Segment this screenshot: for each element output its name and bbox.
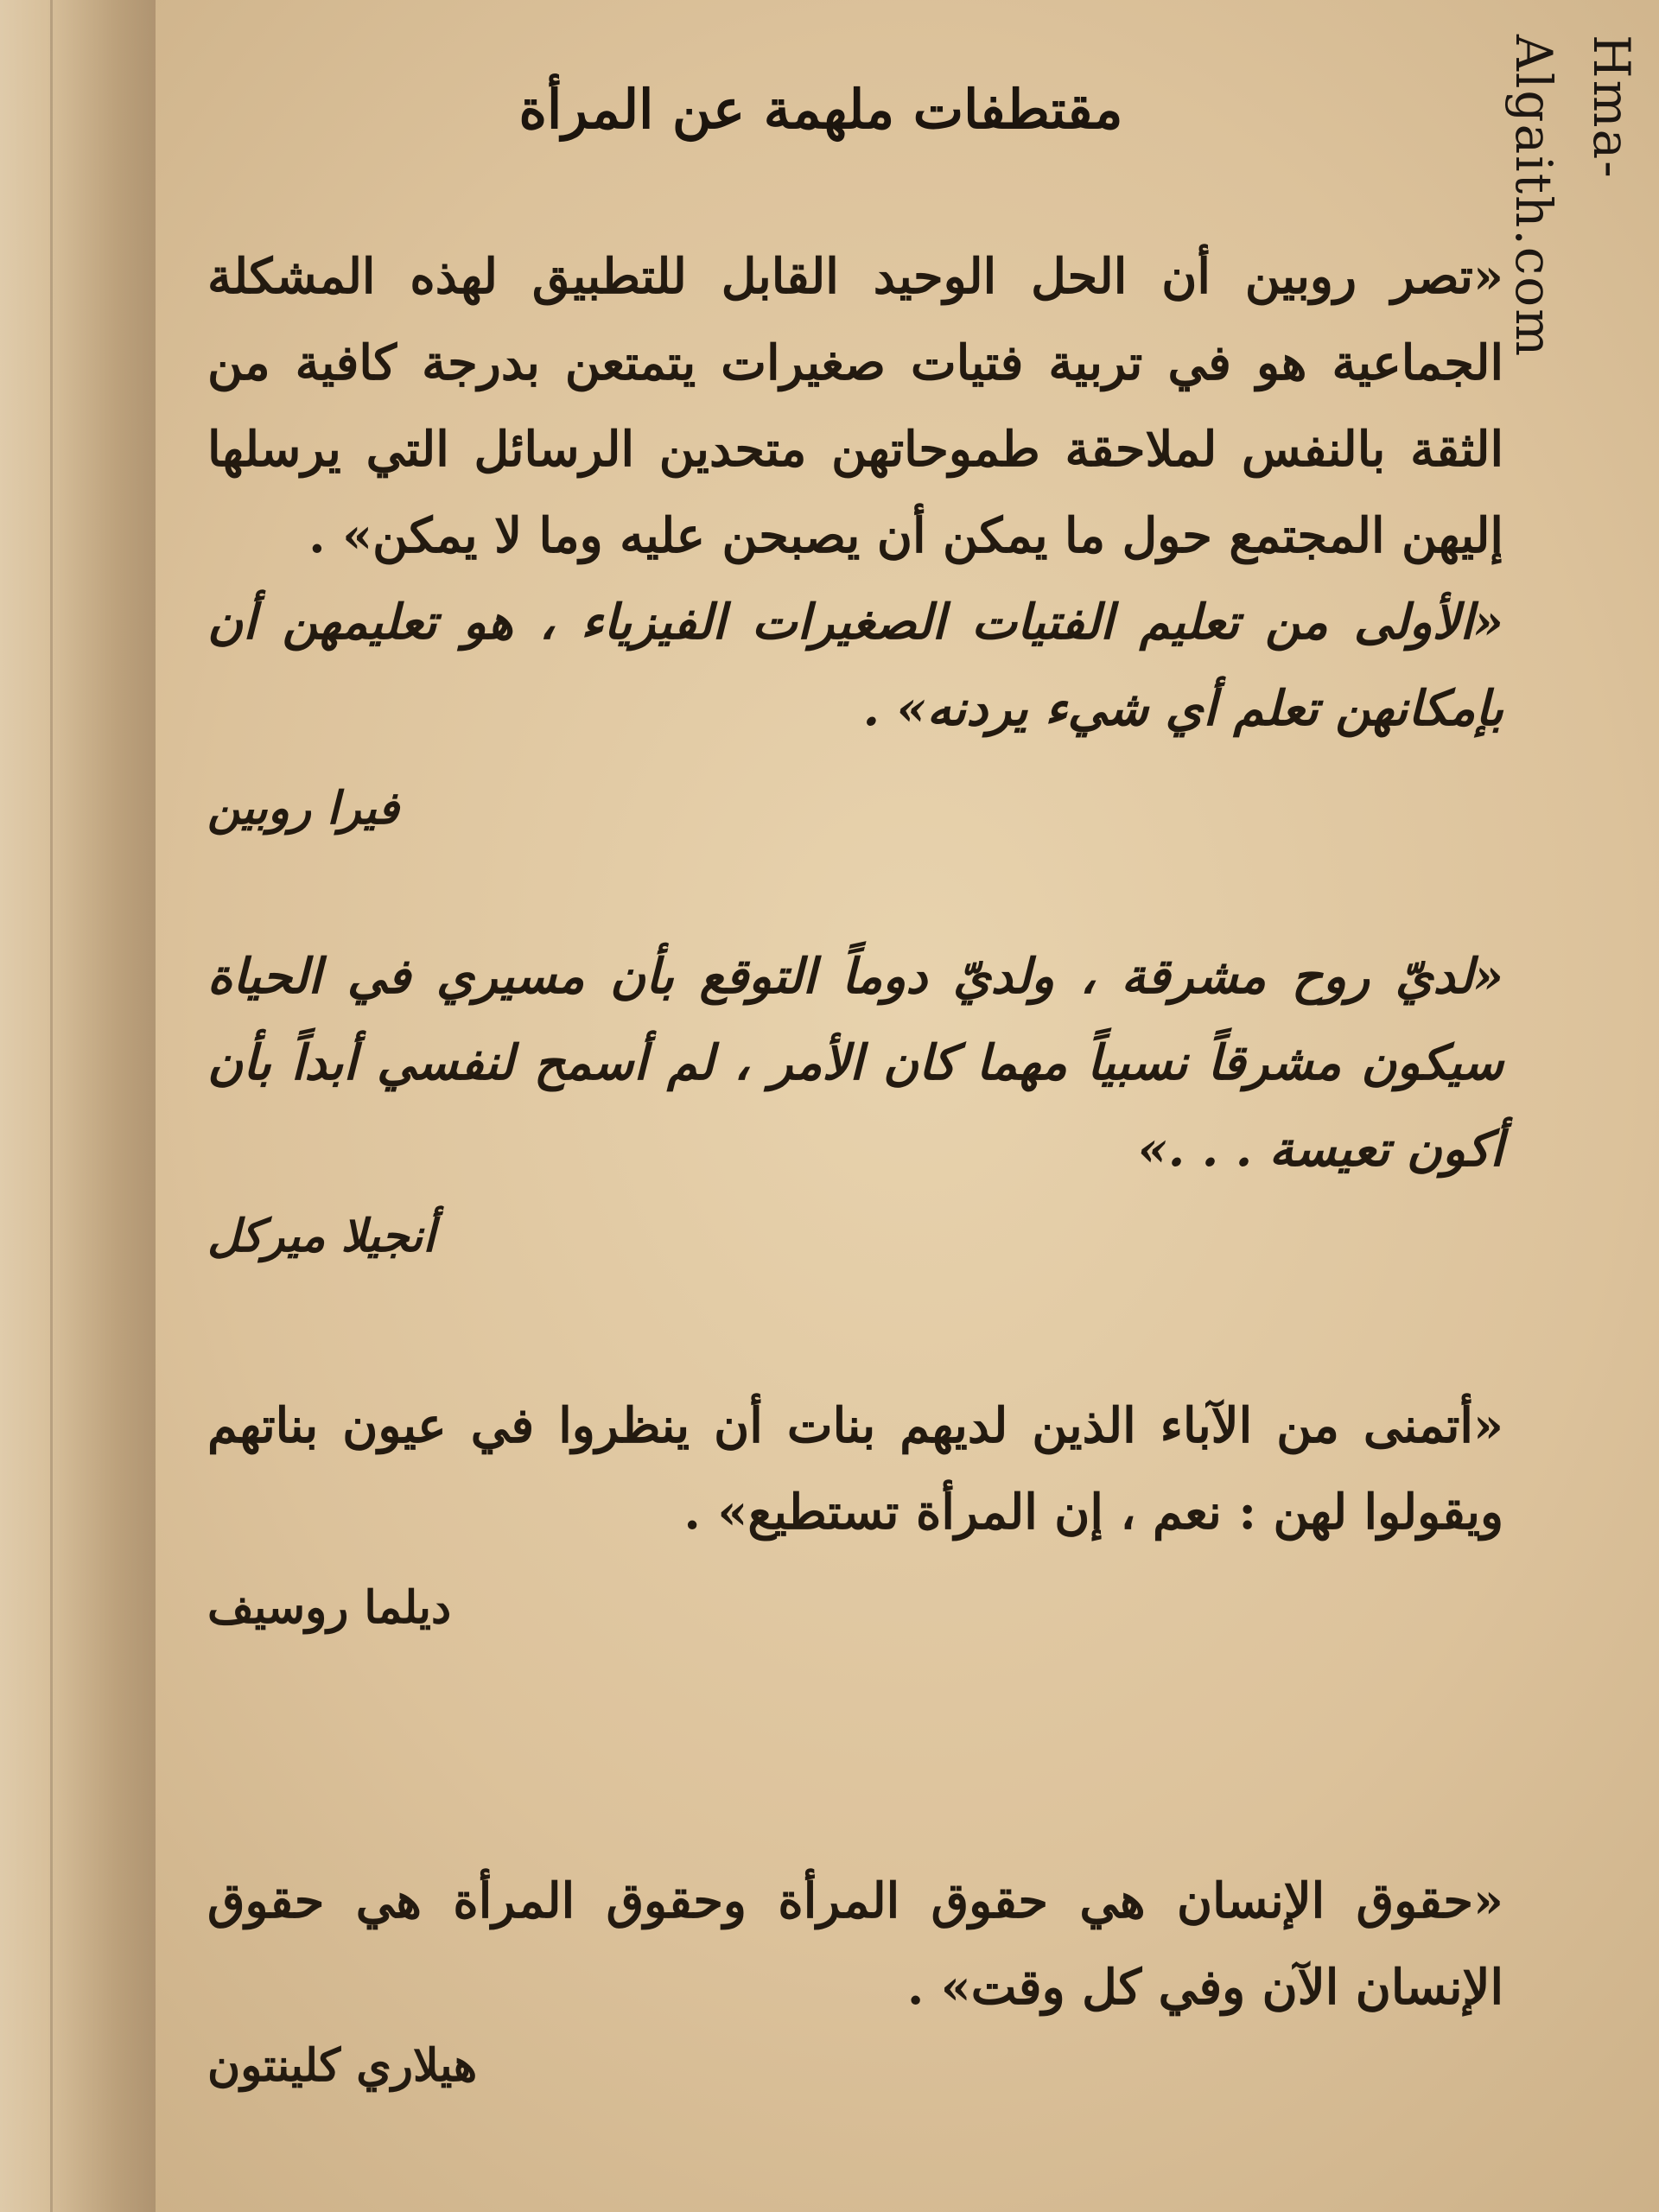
page-gutter-shadow bbox=[0, 0, 156, 2212]
quote-3-paragraph: «أتمنى من الآباء الذين لديهم بنات أن ينظروا في عيون بناتهم ويقولوا لهن : نعم ، إن المرأة تستطيع» . bbox=[207, 1397, 1503, 1541]
quote-3-author: ديلما روسيف bbox=[207, 1581, 452, 1634]
quote-1-author: فيرا روبين bbox=[207, 782, 399, 835]
watermark-text: Hma-Algaith.com bbox=[1504, 35, 1641, 359]
page-title: مقتطفات ملهمة عن المرأة bbox=[518, 78, 1123, 141]
quote-2-paragraph: «لديّ روح مشرقة ، ولديّ دوماً التوقع بأن مسيري في الحياة سيكون مشرقاً نسبياً مهما كان الأمر ، لم أسمح لنفسي أبداً بأن أكون تعيسة . . .» bbox=[207, 948, 1503, 1178]
quote-4-author: هيلاري كلينتون bbox=[207, 2039, 478, 2092]
quote-1-paragraph-1: «تصر روبين أن الحل الوحيد القابل للتطبيق لهذه المشكلة الجماعية هو في تربية فتيات صغيرات يتمتعن بدرجة كافية من الثقة بالنفس لملاحقة طموحاتهن متحدين الرسائل التي يرسلها إليهن المجتمع حول ما يمكن أن يصبحن عليه وما لا يمكن» . bbox=[207, 248, 1503, 564]
quote-4-paragraph: «حقوق الإنسان هي حقوق المرأة وحقوق المرأة هي حقوق الإنسان الآن وفي كل وقت» . bbox=[207, 1872, 1503, 2016]
quote-1-paragraph-2: «الأولى من تعليم الفتيات الصغيرات الفيزياء ، هو تعليمهن أن بإمكانهن تعلم أي شيء يردنه» . bbox=[207, 594, 1503, 737]
quote-2-author: أنجيلا ميركل bbox=[207, 1210, 435, 1262]
page-fold-line bbox=[50, 0, 53, 2212]
